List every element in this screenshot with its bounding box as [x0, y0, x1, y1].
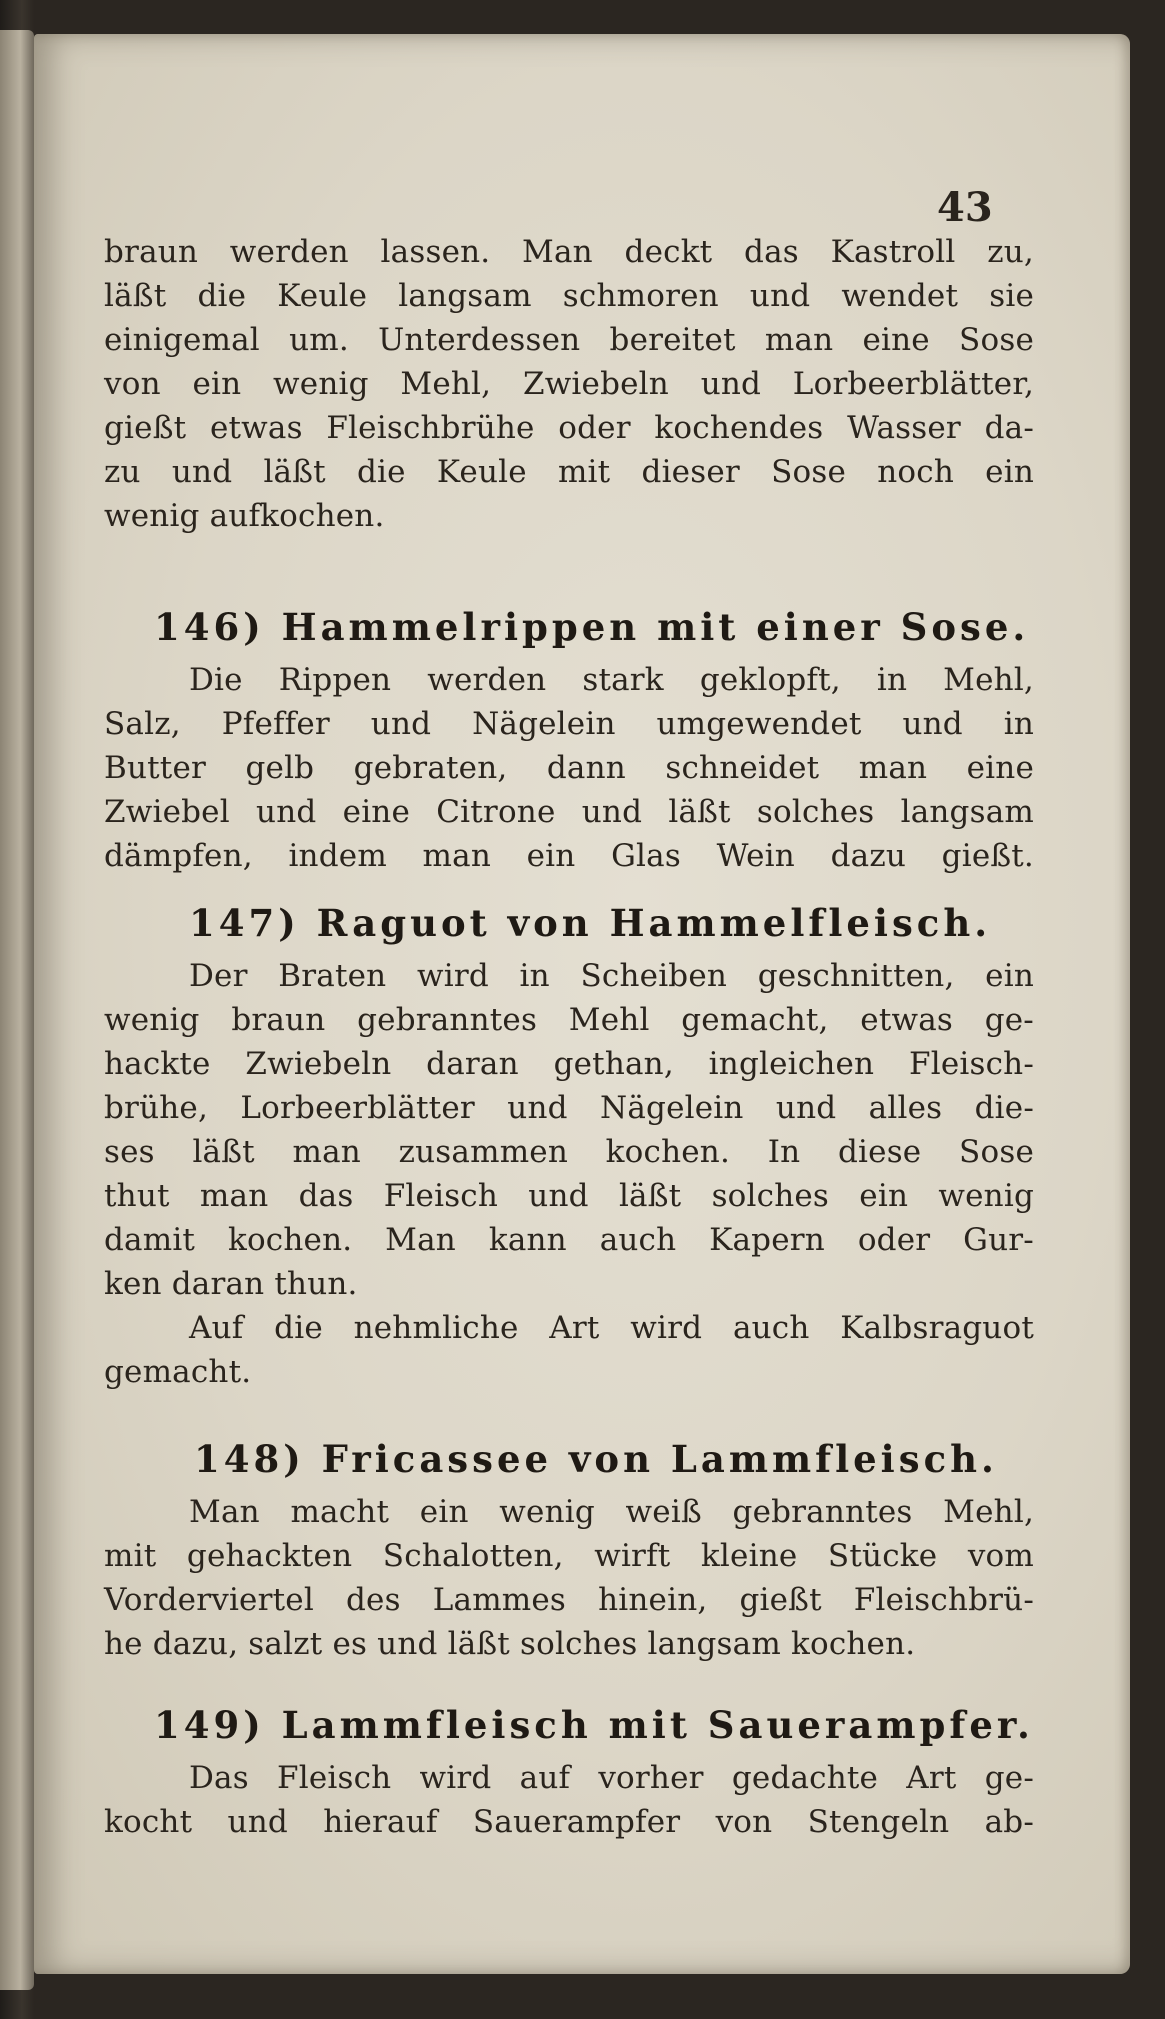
text-line: Vorderviertel des Lammes hinein, gießt Fleischbrü-: [104, 1582, 1034, 1618]
text-line: gemacht.: [104, 1354, 252, 1390]
text-line: hackte Zwiebeln daran gethan, ingleichen Fleisch-: [104, 1046, 1034, 1082]
text-line: Man macht ein wenig weiß gebranntes Mehl,: [189, 1494, 1034, 1530]
text-line: dämpfen, indem man ein Glas Wein dazu gießt.: [104, 838, 1034, 874]
text-line: zu und läßt die Keule mit dieser Sose noch ein: [104, 454, 1034, 490]
text-line: thut man das Fleisch und läßt solches ein wenig: [104, 1178, 1034, 1214]
text-line: gießt etwas Fleischbrühe oder kochendes Wasser da-: [104, 410, 1034, 446]
text-line: Zwiebel und eine Citrone und läßt solches langsam: [104, 794, 1034, 830]
page-number: 43: [937, 184, 993, 231]
text-line: Salz, Pfeffer und Nägelein umgewendet und in: [104, 706, 1034, 742]
text-line: braun werden lassen. Man deckt das Kastroll zu,: [104, 234, 1034, 270]
text-line: he dazu, salzt es und läßt solches langsam kochen.: [104, 1626, 916, 1662]
facing-page-edge: [0, 30, 34, 1990]
text-line: läßt die Keule langsam schmoren und wendet sie: [104, 278, 1034, 314]
text-line: Die Rippen werden stark geklopft, in Mehl,: [189, 662, 1034, 698]
recipe-heading: 148) Fricassee von Lammfleisch.: [194, 1437, 998, 1481]
text-line: von ein wenig Mehl, Zwiebeln und Lorbeerblätter,: [104, 366, 1034, 402]
text-line: damit kochen. Man kann auch Kapern oder Gur-: [104, 1222, 1034, 1258]
recipe-heading: 146) Hammelrippen mit einer Sose.: [154, 605, 1030, 649]
text-line: ses läßt man zusammen kochen. In diese Sose: [104, 1134, 1034, 1170]
text-line: brühe, Lorbeerblätter und Nägelein und alles die-: [104, 1090, 1034, 1126]
text-line: Das Fleisch wird auf vorher gedachte Art ge-: [189, 1760, 1034, 1796]
text-line: kocht und hierauf Sauerampfer von Stengeln ab-: [104, 1804, 1034, 1840]
text-line: ken daran thun.: [104, 1266, 358, 1302]
text-line: Auf die nehmliche Art wird auch Kalbsraguot: [189, 1310, 1034, 1346]
text-line: mit gehackten Schalotten, wirft kleine Stücke vom: [104, 1538, 1034, 1574]
book-page: [34, 34, 1130, 1974]
recipe-heading: 149) Lammfleisch mit Sauerampfer.: [154, 1703, 1034, 1747]
text-line: wenig aufkochen.: [104, 498, 385, 534]
text-line: wenig braun gebranntes Mehl gemacht, etwas ge-: [104, 1002, 1034, 1038]
text-line: Der Braten wird in Scheiben geschnitten, ein: [189, 958, 1034, 994]
text-line: Butter gelb gebraten, dann schneidet man eine: [104, 750, 1034, 786]
recipe-heading: 147) Raguot von Hammelfleisch.: [189, 901, 992, 945]
text-line: einigemal um. Unterdessen bereitet man eine Sose: [104, 322, 1034, 358]
